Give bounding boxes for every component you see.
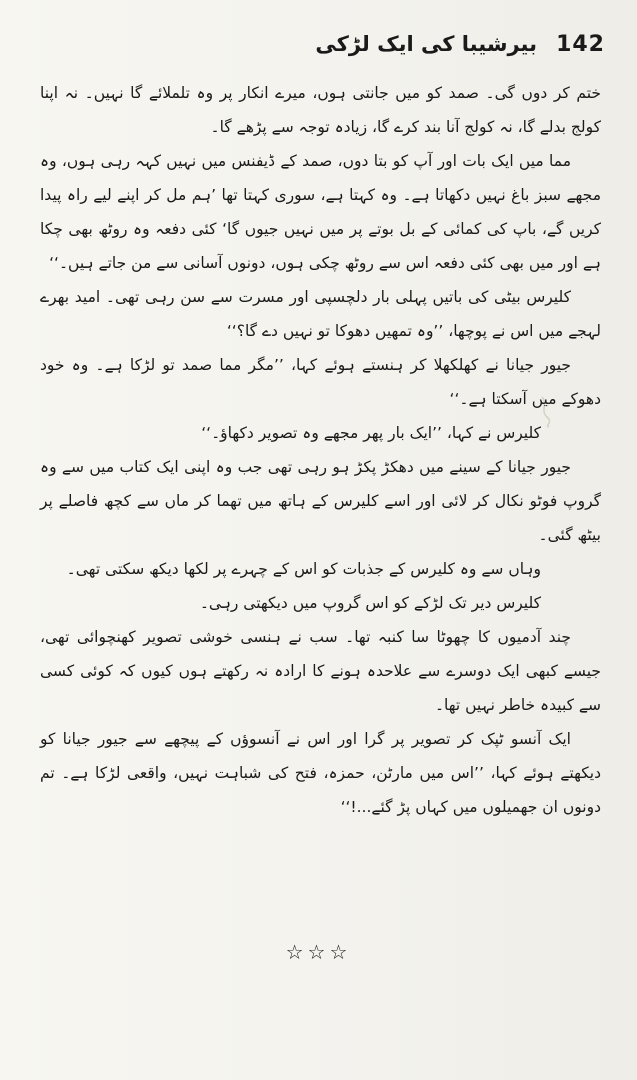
scan-smudge <box>538 395 554 429</box>
paragraph-8: کلیرس دیر تک لڑکے کو اس گروپ میں دیکھتی رہی۔ <box>199 594 541 612</box>
paragraph-1: ختم کر دوں گی۔ صمد کو میں جانتی ہوں، میرے انکار پر وہ تلملائے گا نہیں۔ نہ اپنا کولج بدلے گا، نہ کولج آنا بند کرے گا، زیادہ توجہ سے پڑھے گا۔ <box>40 84 601 136</box>
page-header <box>0 32 637 62</box>
paragraph-3: کلیرس بیٹی کی باتیں پہلی بار دلچسپی اور مسرت سے سن رہی تھی۔ امید بھرے لہجے میں اس نے پوچھا، ’’وہ تمھیں دھوکا تو نہیں دے گا؟‘‘ <box>40 288 601 340</box>
paragraph-2: مما میں ایک بات اور آپ کو بتا دوں، صمد کے ڈیفنس میں نہیں کہہ رہی ہوں، وہ مجھے سبز باغ نہیں دکھاتا ہے۔ وہ کہتا ہے، سوری کہتا تھا ’ہم مل کر اپنے لیے راہ پیدا کریں گے، باپ کی کمائی کے بل بوتے پر میں نہیں جیوں گا‘ کئی دفعہ وہ روٹھ بھی چکا ہے اور میں بھی کئی دفعہ اس سے روٹھ چکی ہوں، دونوں آسانی سے من جاتے ہیں۔‘‘ <box>40 152 601 272</box>
paragraph-7: وہاں سے وہ کلیرس کے جذبات کو اس کے چہرے پر لکھا دیکھ سکتی تھی۔ <box>66 560 541 578</box>
paragraph-4: جیور جیانا نے کھلکھلا کر ہنستے ہوئے کہا، ’’مگر مما صمد تو لڑکا ہے۔ وہ خود دھوکے میں آسکتا ہے۔‘‘ <box>40 356 601 408</box>
page-number: 142 <box>556 32 605 57</box>
paragraph-10: ایک آنسو ٹپک کر تصویر پر گرا اور اس نے آنسوؤں کے پیچھے سے جیور جیانا کو دیکھتے ہوئے کہا، ’’اس میں مارٹن، حمزہ، فتح کی شباہت نہیں، واقعی لڑکا ہے۔ تم دونوں ان جھمیلوں میں کہاں پڑ گئے...!‘‘ <box>40 730 601 816</box>
paragraph-9: چند آدمیوں کا چھوٹا سا کنبہ تھا۔ سب نے ہنسی خوشی تصویر کھنچوائی تھی، جیسے کبھی ایک دوسرے سے علاحدہ ہونے کا ارادہ نہ رکھتے ہوں کیوں کہ کوئی کسی سے کبیدہ خاطر نہیں تھا۔ <box>40 628 601 714</box>
body-text <box>40 76 601 824</box>
section-end-stars: ☆☆☆ <box>285 940 352 964</box>
running-title: بیرشیبا کی ایک لڑکی <box>315 32 537 56</box>
paragraph-5: کلیرس نے کہا، ’’ایک بار پھر مجھے وہ تصویر دکھاؤ۔‘‘ <box>201 424 541 442</box>
paragraph-6: جیور جیانا کے سینے میں دھکڑ پکڑ ہو رہی تھی جب وہ اپنی ایک کتاب میں سے وہ گروپ فوٹو نکال کر لائی اور اسے کلیرس کے ہاتھ میں تھما کر ماں سے کچھ فاصلے پر بیٹھ گئی۔ <box>40 458 601 544</box>
